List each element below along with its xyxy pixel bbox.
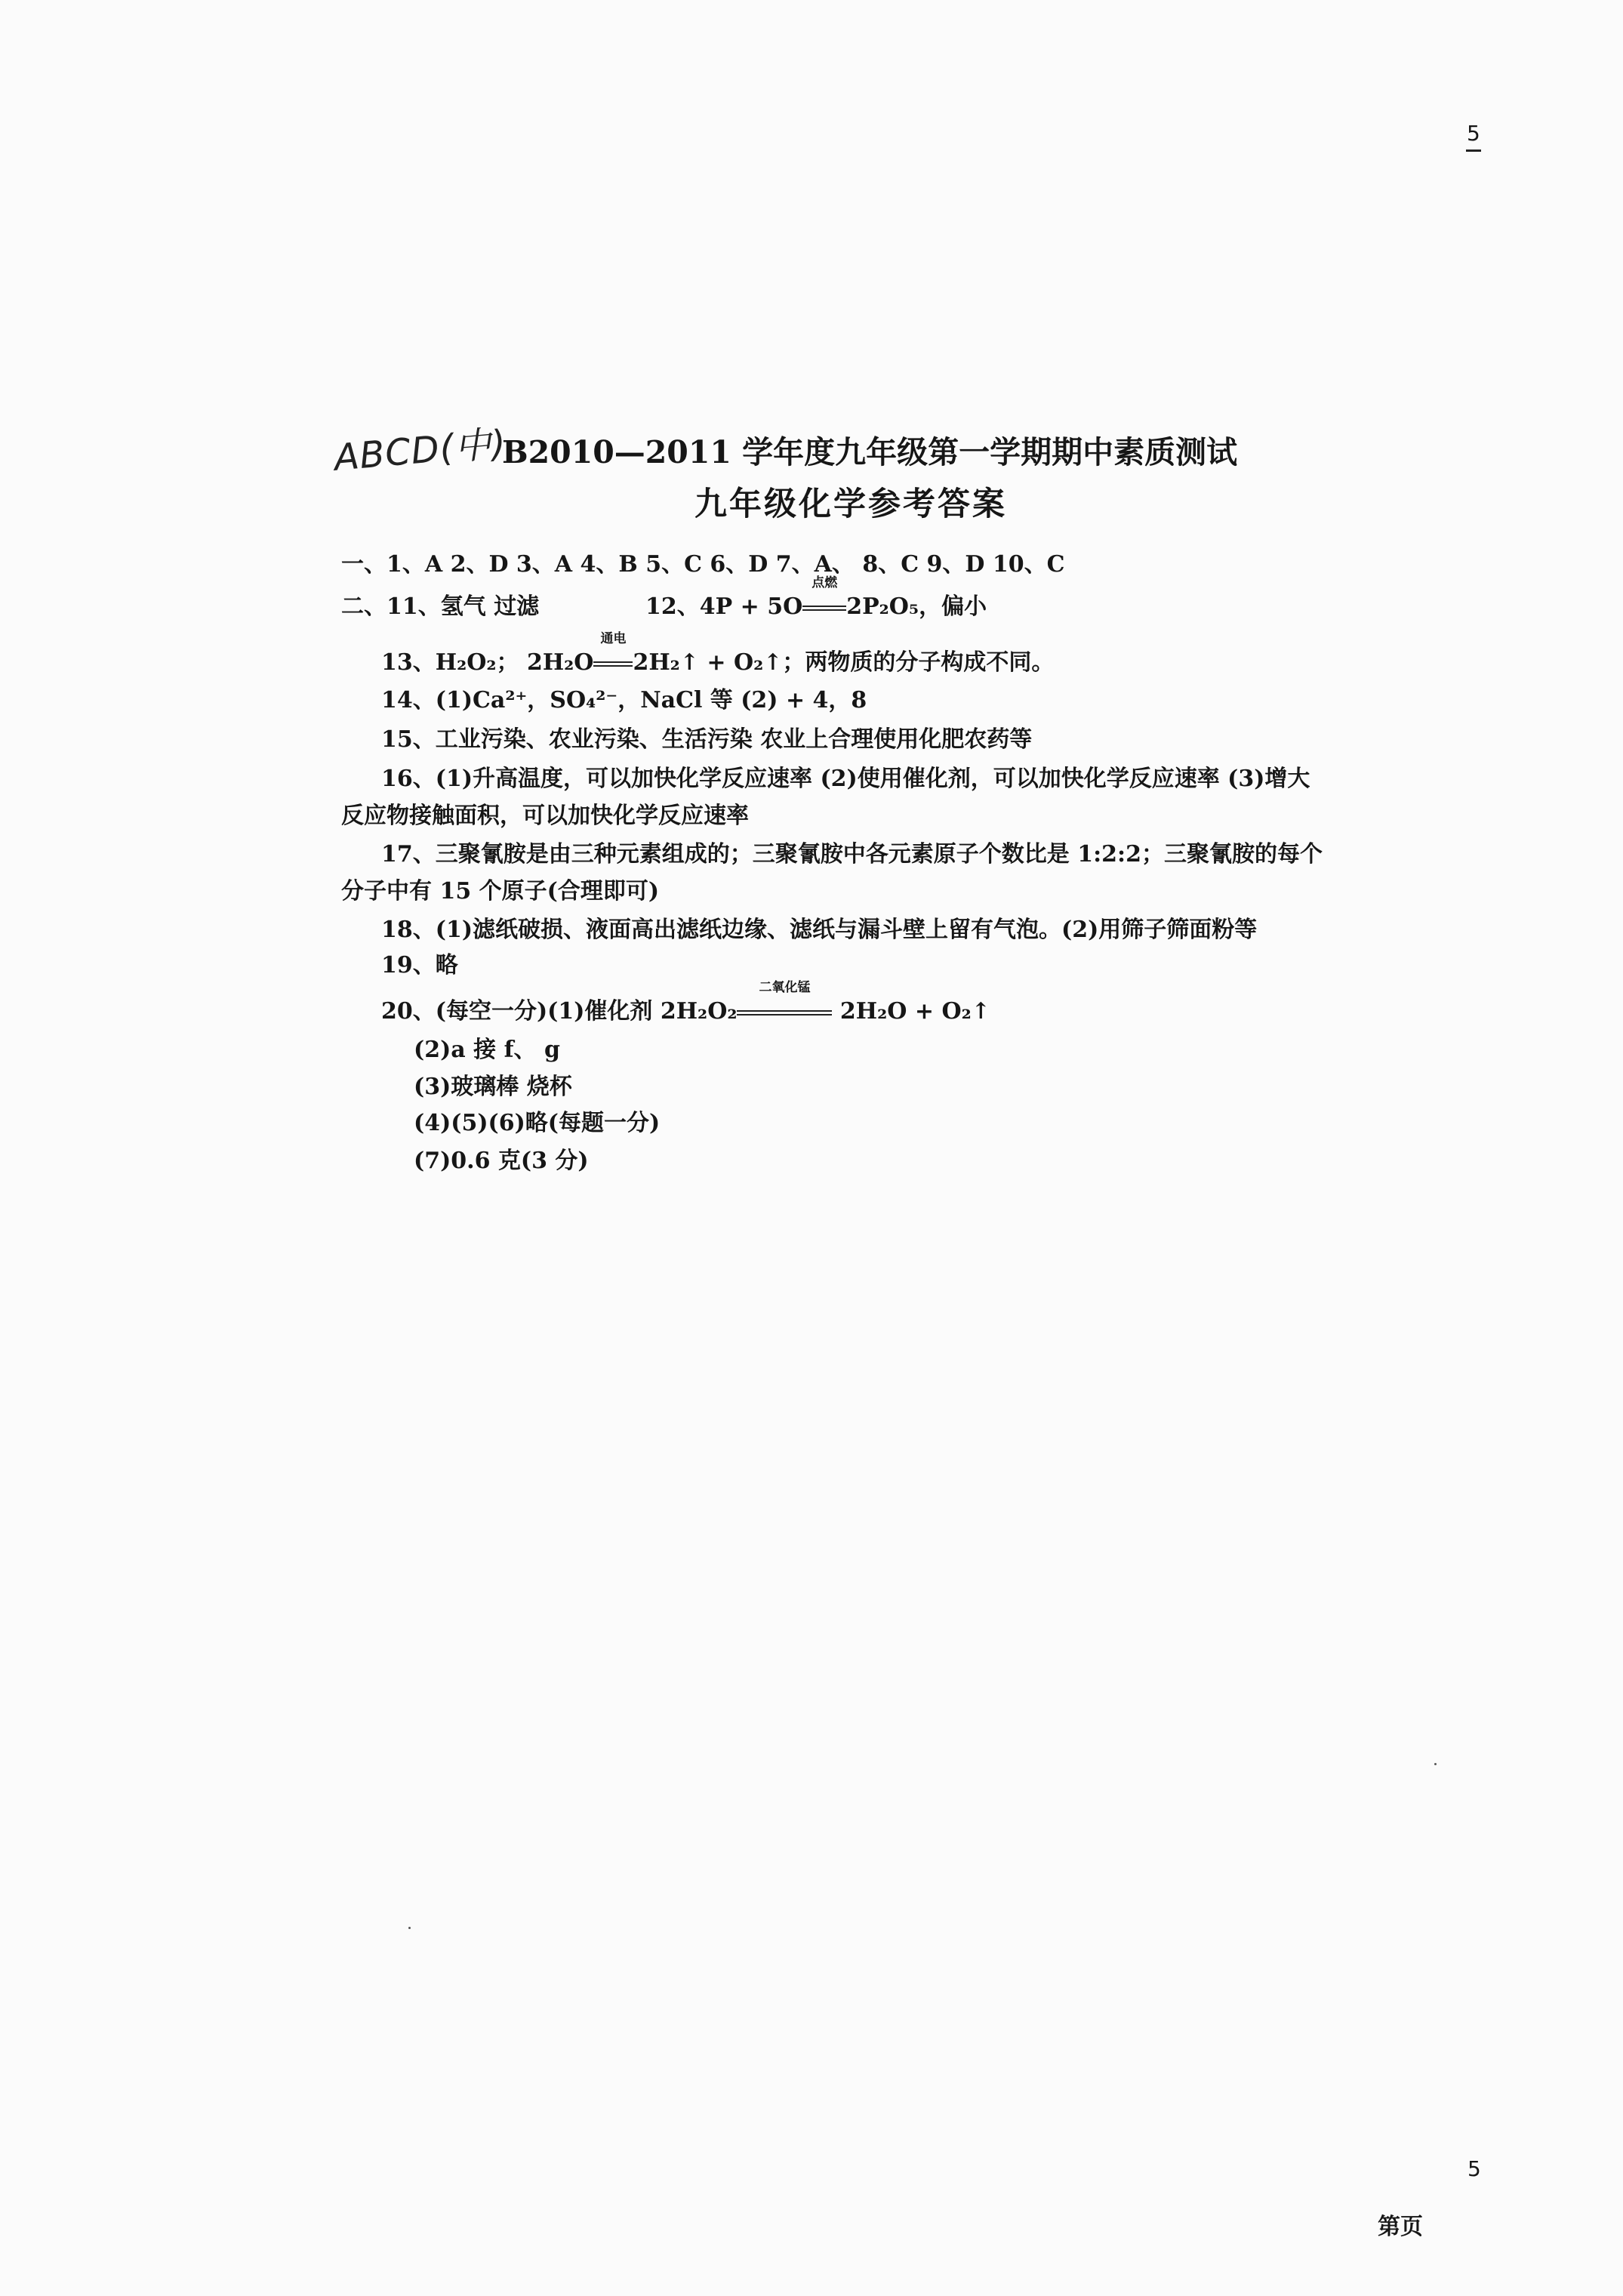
equation-12-reactants: 12、4P + 5O [645, 593, 803, 620]
reaction-condition-13: 通电 [600, 631, 627, 646]
document-subtitle: 九年级化学参考答案 [694, 485, 1007, 523]
page-number-bottom: 5 [1467, 2156, 1481, 2181]
answer-line-20 [381, 980, 990, 1025]
equation-20-products: 2H₂O + O₂↑ [832, 998, 990, 1025]
reaction-condition-12: 点燃 [812, 575, 838, 590]
handwritten-note: ABCD(中) [332, 422, 509, 479]
answer-line-12 [645, 575, 987, 621]
reaction-arrow-20 [737, 980, 832, 1025]
answer-line-17: 17、三聚氰胺是由三种元素组成的；三聚氰胺中各元素原子个数比是 1:2:2；三聚氰胺的每个 [381, 841, 1323, 868]
reaction-arrow-12 [802, 575, 846, 620]
answer-line-16-cont: 反应物接触面积，可以加快化学反应速率 [341, 803, 749, 829]
answer-line-section1: 一、1、A 2、D 3、A 4、B 5、C 6、D 7、A、 8、C 9、D 10、C [341, 551, 1065, 578]
page-number-top: 5 [1467, 121, 1480, 146]
answer-line-13 [381, 631, 1055, 676]
page-label: 第页 [1378, 2214, 1423, 2240]
equation-20-reactants: 20、(每空一分)(1)催化剂 2H₂O₂ [381, 998, 738, 1025]
answer-line-20-4: (4)(5)(6)略(每题一分) [414, 1110, 661, 1136]
answer-line-17-cont: 分子中有 15 个原子(合理即可) [341, 878, 660, 905]
scan-speck [408, 1927, 411, 1929]
answer-line-20-2: (2)a 接 f、 g [414, 1037, 560, 1063]
answer-line-20-7: (7)0.6 克(3 分) [414, 1148, 589, 1174]
equation-13-products: 2H₂↑ + O₂↑；两物质的分子构成不同。 [633, 649, 1055, 676]
answer-line-19: 19、略 [381, 952, 458, 978]
scan-speck [1434, 1763, 1437, 1765]
answer-line-11: 二、11、氢气 过滤 [341, 593, 540, 620]
equation-12-products: 2P₂O₅，偏小 [846, 593, 987, 620]
answer-line-14: 14、(1)Ca²⁺，SO₄²⁻，NaCl 等 (2) + 4，8 [381, 687, 867, 713]
answer-line-18: 18、(1)滤纸破损、液面高出滤纸边缘、滤纸与漏斗壁上留有气泡。(2)用筛子筛面粉等 [381, 917, 1258, 943]
answer-line-16: 16、(1)升高温度，可以加快化学反应速率 (2)使用催化剂，可以加快化学反应速率 (3)增大 [381, 766, 1310, 792]
reaction-arrow-13 [593, 631, 633, 676]
document-title: B2010—2011 学年度九年级第一学期期中素质测试 [502, 434, 1238, 470]
answer-line-20-3: (3)玻璃棒 烧杯 [414, 1074, 572, 1100]
answer-line-15: 15、工业污染、农业污染、生活污染 农业上合理使用化肥农药等 [381, 726, 1033, 753]
reaction-condition-20: 二氧化锰 [759, 980, 811, 995]
equation-13-reactants: 13、H₂O₂； 2H₂O [381, 649, 594, 676]
page-number-underline [1466, 149, 1481, 152]
